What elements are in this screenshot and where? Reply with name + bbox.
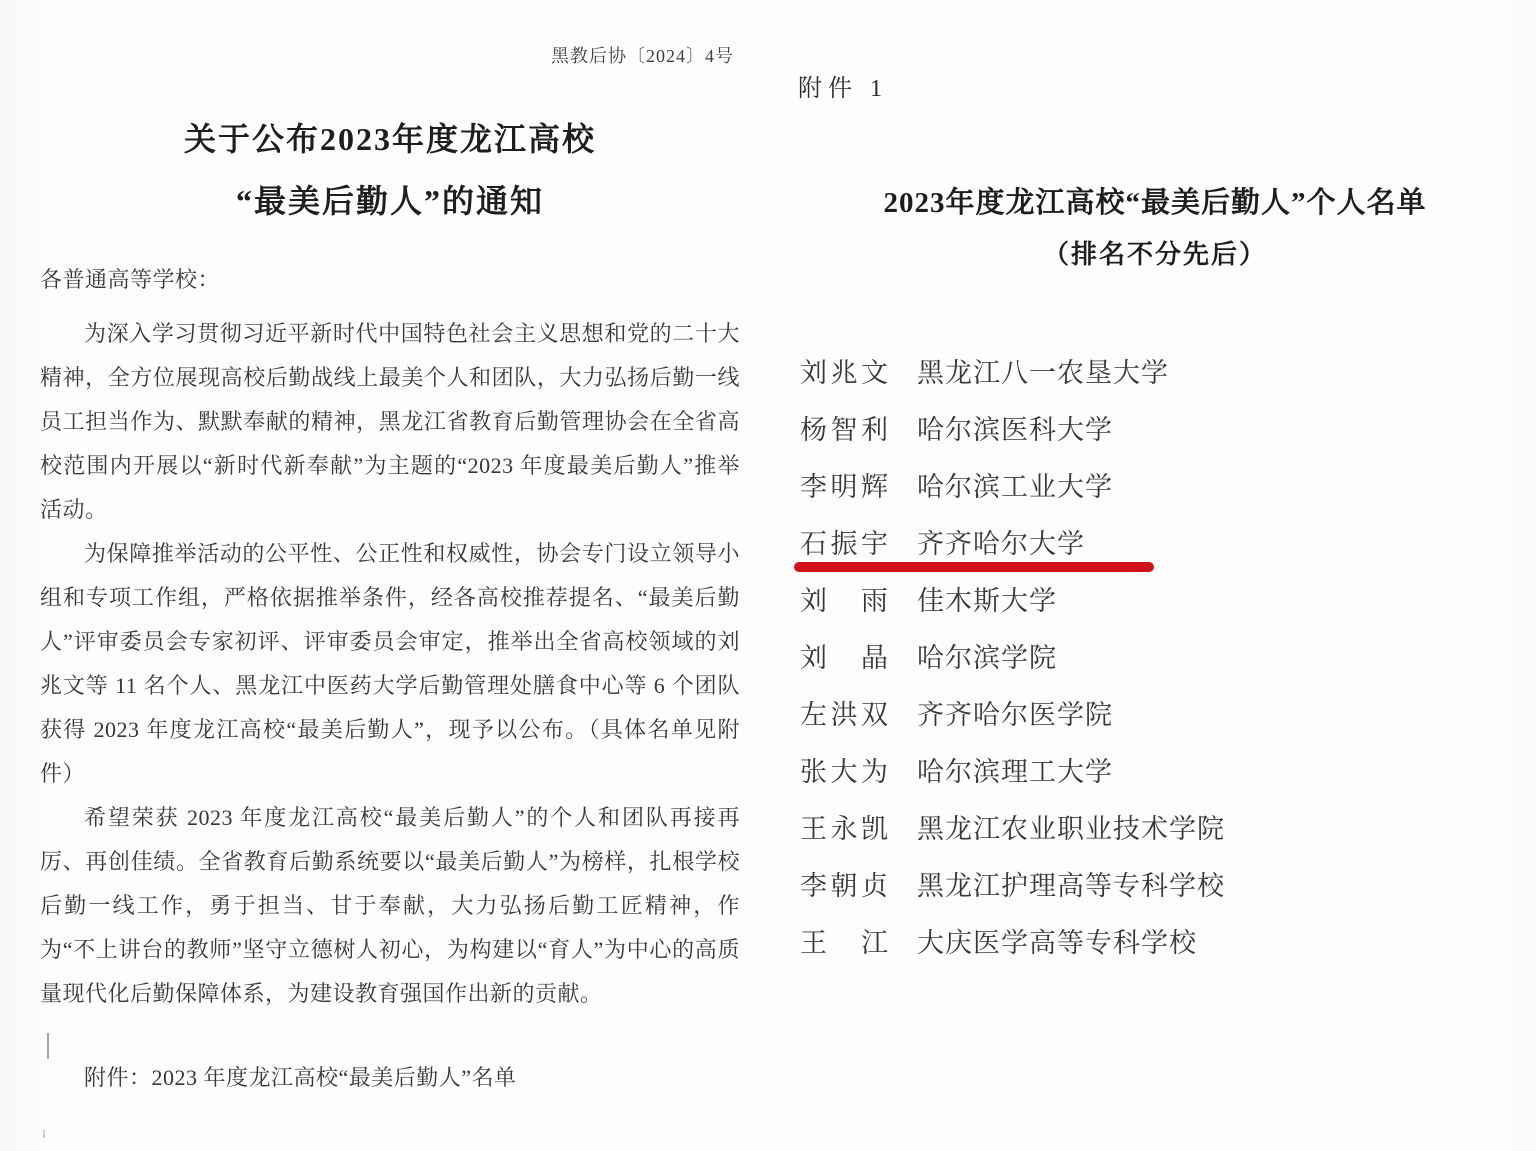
awardee-row: [800, 855, 1520, 912]
notice-body: [40, 258, 740, 1100]
scan-artifact: [47, 1033, 49, 1059]
awardee-school: 哈尔滨医科大学: [917, 415, 1113, 445]
awardee-school: 哈尔滨工业大学: [917, 472, 1113, 502]
awardee-name: 杨智利: [800, 415, 888, 445]
awardee-name: 李朝贞: [800, 871, 888, 901]
awardee-school: 大庆医学高等专科学校: [917, 928, 1197, 958]
awardee-row: [800, 798, 1520, 855]
awardee-name: 张大为: [800, 757, 888, 787]
awardee-row: [800, 912, 1520, 969]
body-paragraph-3: 希望荣获 2023 年度龙江高校“最美后勤人”的个人和团队再接再厉、再创佳绩。全省教育后勤系统要以“最美后勤人”为榜样，扎根学校后勤一线工作，勇于担当、甘于奉献，大力弘扬后勤工匠精神，作为“不上讲台的教师”坚守立德树人初心，为构建以“育人”为中心的高质量现代化后勤保障体系，为建设教育强国作出新的贡献。: [40, 805, 740, 1006]
awardee-row: [800, 741, 1520, 798]
awardee-name: 李明辉: [800, 472, 888, 502]
awardee-name: 王永凯: [800, 814, 888, 844]
awardee-row: [800, 570, 1520, 627]
awardee-row: [800, 684, 1520, 741]
awardee-school: 佳木斯大学: [917, 586, 1057, 616]
notice-title-line-2: “最美后勤人”的通知: [235, 183, 544, 219]
awardee-school: 哈尔滨理工大学: [917, 757, 1113, 787]
notice-title-line-1: 关于公布2023年度龙江高校: [183, 121, 596, 157]
awardee-row-highlighted: [800, 513, 1520, 570]
awardee-name: 石振宇: [800, 529, 888, 559]
scan-artifact: [43, 1130, 45, 1138]
awardee-name: 左洪双: [800, 700, 888, 730]
awardee-name: 刘兆文: [800, 358, 888, 388]
awardee-name: 刘晶: [800, 643, 888, 673]
awardee-row: [800, 399, 1520, 456]
awardee-list: [800, 342, 1520, 969]
attachment-label: 附件 1: [798, 76, 888, 102]
awardee-row: [800, 342, 1520, 399]
salutation: 各普通高等学校：: [40, 267, 221, 292]
body-paragraph-1: 为深入学习贯彻习近平新时代中国特色社会主义思想和党的二十大精神，全方位展现高校后勤战线上最美个人和团队，大力弘扬后勤一线员工担当作为、默默奉献的精神，黑龙江省教育后勤管理协会在全省高校范围内开展以“新时代新奉献”为主题的“2023 年度最美后勤人”推举活动。: [40, 321, 740, 522]
document-number: 黑教后协〔2024〕4号: [551, 46, 734, 66]
awardee-row: [800, 627, 1520, 684]
attachment-page: [790, 0, 1520, 1151]
awardee-school: 黑龙江八一农垦大学: [917, 358, 1169, 388]
list-title: 2023年度龙江高校“最美后勤人”个人名单: [883, 187, 1427, 219]
awardee-row: [800, 456, 1520, 513]
awardee-school: 齐齐哈尔大学: [917, 529, 1085, 559]
awardee-name: 王江: [800, 928, 888, 958]
awardee-school: 齐齐哈尔医学院: [917, 700, 1113, 730]
notice-title: [40, 108, 740, 232]
awardee-school: 黑龙江护理高等专科学校: [917, 871, 1225, 901]
body-paragraph-2: 为保障推举活动的公平性、公正性和权威性，协会专门设立领导小组和专项工作组，严格依据推举条件，经各高校推荐提名、“最美后勤人”评审委员会专家初评、评审委员会审定，推举出全省高校领域的刘兆文等 11 名个人、黑龙江中医药大学后勤管理处膳食中心等 6 个团队获得 2023 年度龙江高校“最美后勤人”，现予以公布。（具体名单见附件）: [40, 541, 740, 786]
list-subtitle: （排名不分先后）: [1042, 240, 1267, 269]
awardee-school: 黑龙江农业职业技术学院: [917, 814, 1225, 844]
attachment-note: 附件：2023 年度龙江高校“最美后勤人”名单: [84, 1065, 517, 1090]
notice-page: [40, 0, 740, 1151]
awardee-school: 哈尔滨学院: [917, 643, 1057, 673]
awardee-name: 刘雨: [800, 586, 888, 616]
